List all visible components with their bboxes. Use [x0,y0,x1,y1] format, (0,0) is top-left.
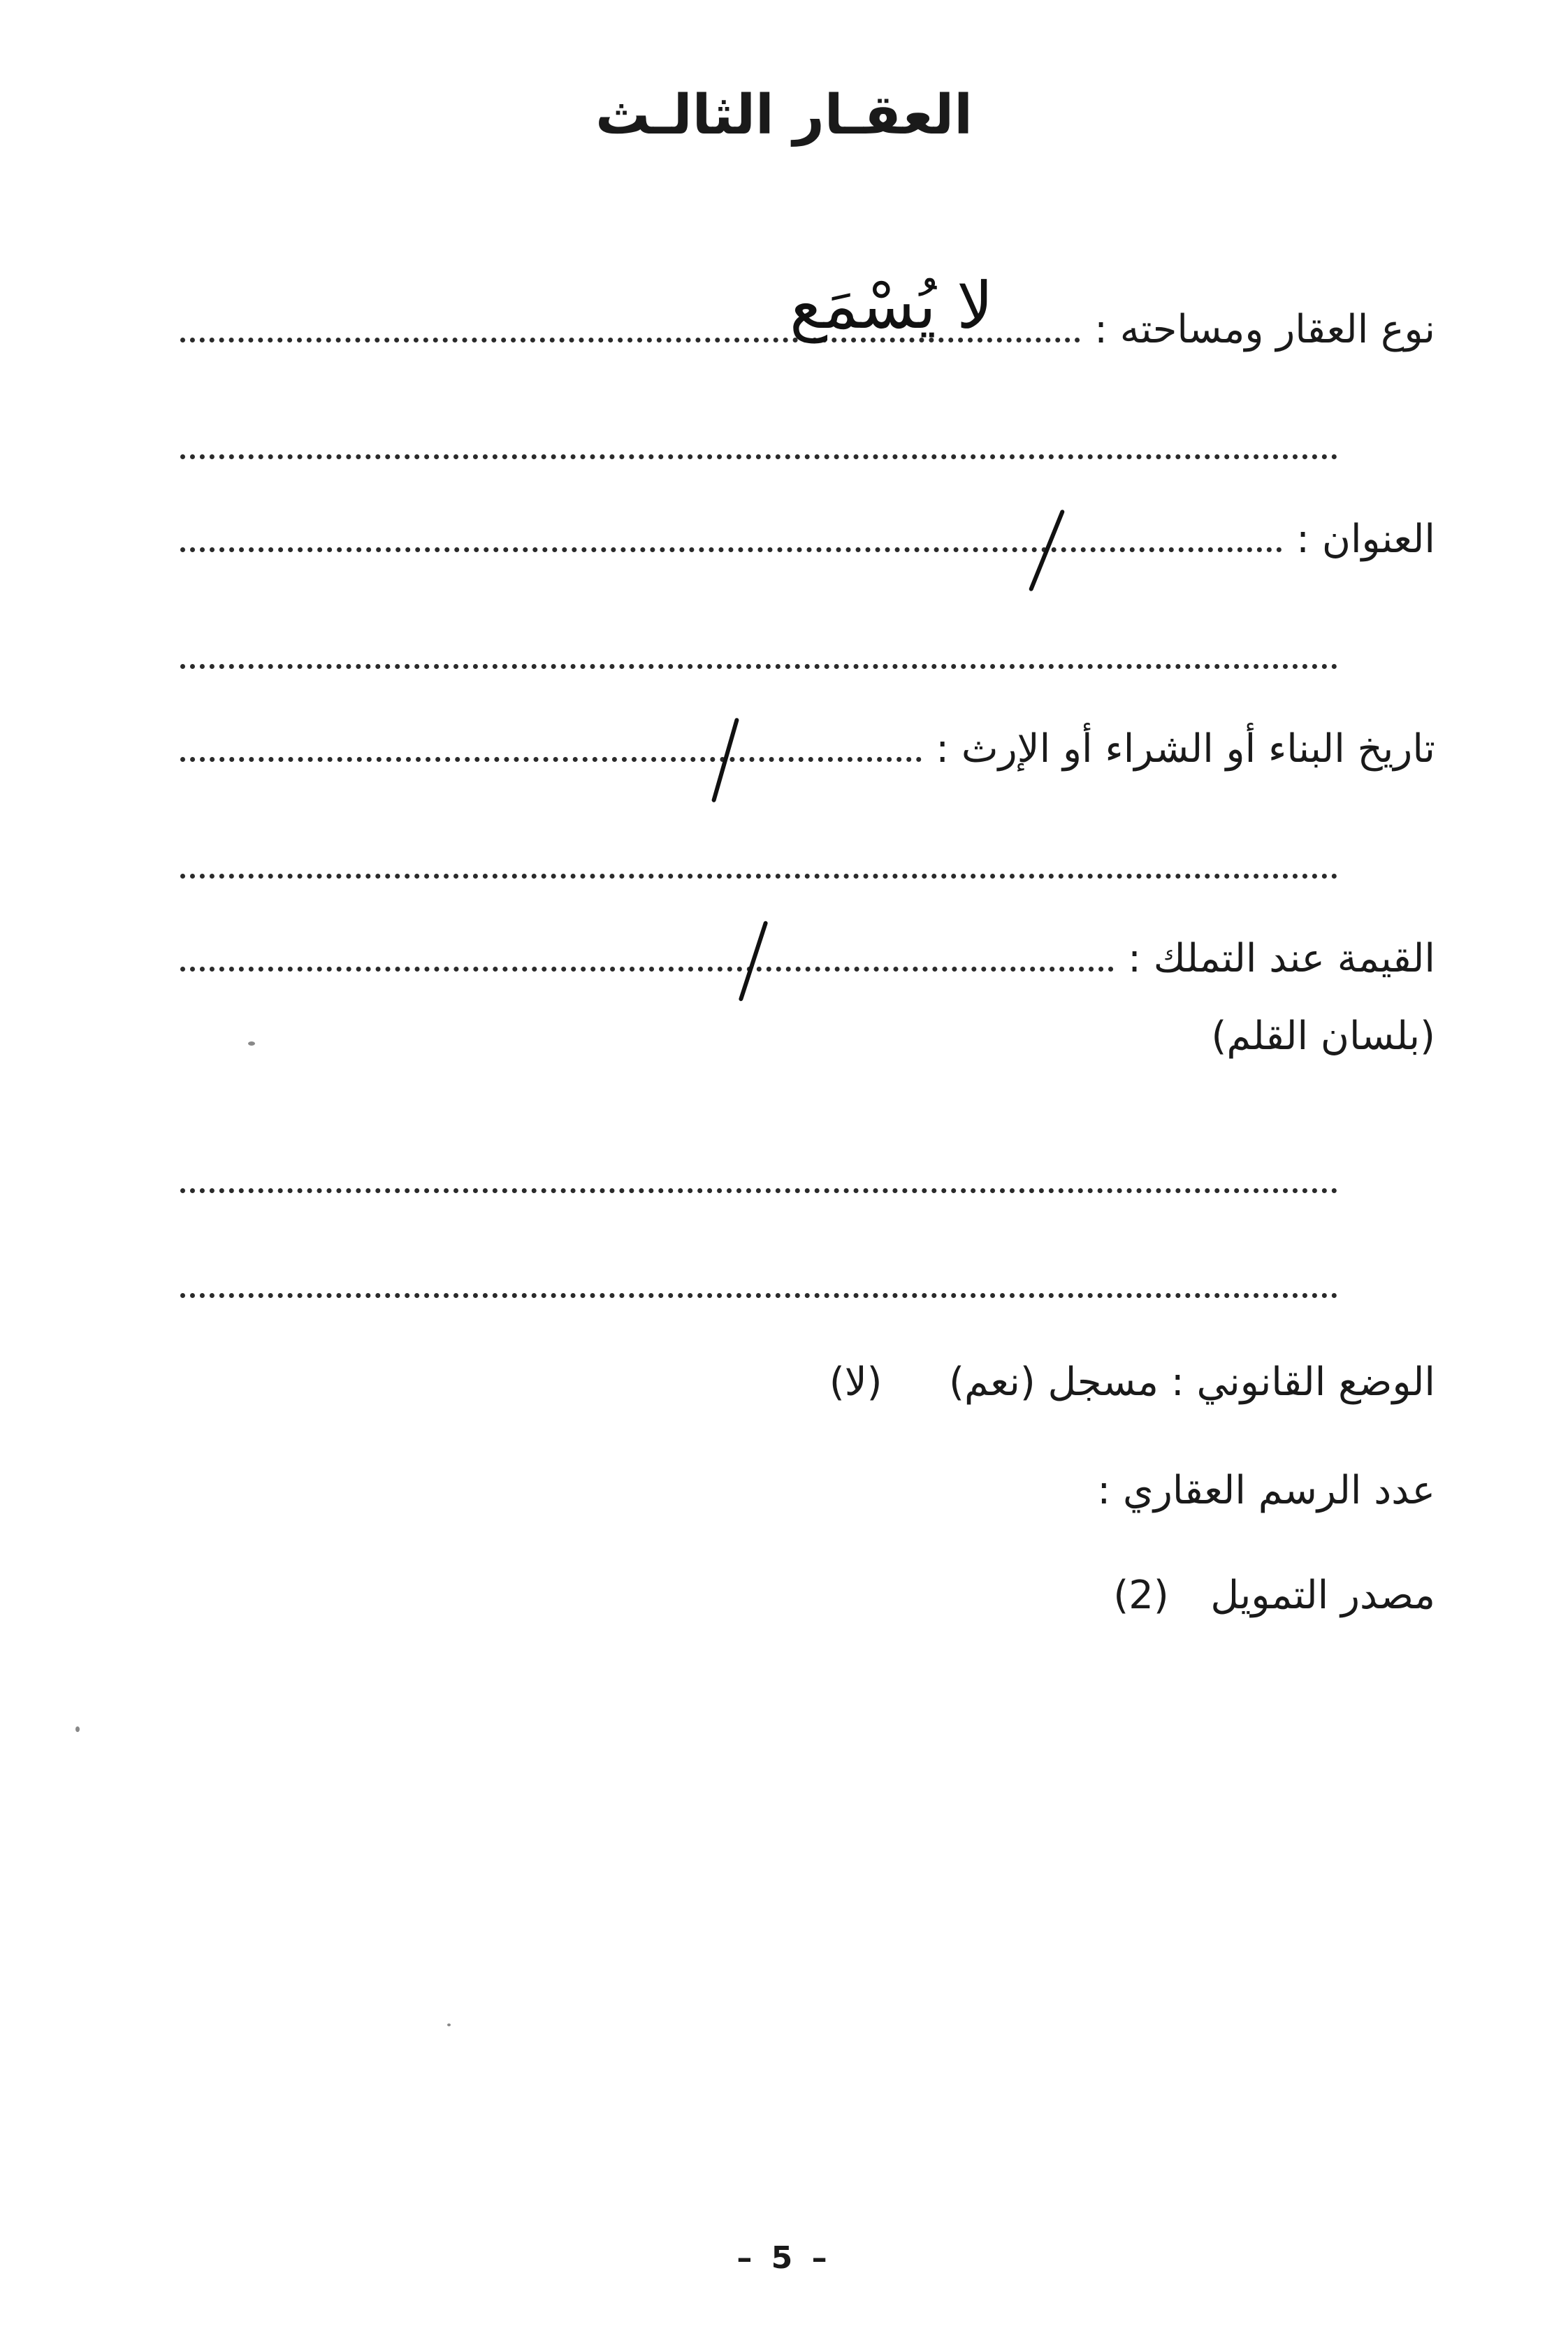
property-type-continuation-line[interactable] [180,454,1337,459]
acquisition-date-label: تاريخ البناء أو الشراء أو الإرث : [936,726,1435,772]
funding-source-value: (2) [1113,1573,1169,1618]
legal-status-row [829,1359,1435,1405]
scan-speck [447,2023,451,2026]
funding-source-label: مصدر التمويل [1210,1573,1435,1618]
property-type-handwritten-value: لا يُسْمَع [790,268,994,343]
acquisition-value-row [180,909,1435,979]
acquisition-date-row [180,699,1435,772]
address-label: العنوان : [1296,517,1435,562]
acquisition-value-line-2[interactable] [180,1293,1337,1298]
property-type-label: نوع العقار ومساحته : [1094,307,1435,352]
address-continuation-line[interactable] [180,664,1337,669]
address-field[interactable] [180,547,1282,552]
scan-speck [75,1726,80,1732]
acquisition-date-field[interactable] [180,757,922,762]
title-deed-label: عدد الرسم العقاري : [1097,1468,1435,1513]
legal-status-yes-option[interactable]: (نعم) [949,1359,1036,1405]
page-number: – 5 – [736,2240,832,2276]
legal-status-no-option[interactable]: (لا) [829,1359,883,1405]
legal-status-label: الوضع القانوني : مسجل [1047,1359,1435,1405]
address-row [180,489,1435,562]
scan-speck [248,1041,255,1046]
acquisition-value-field[interactable] [180,967,1114,972]
funding-source-row [1113,1573,1435,1618]
acquisition-value-label: القيمة عند التملك : [1128,936,1435,981]
acquisition-date-continuation-line[interactable] [180,874,1337,879]
acquisition-value-line-1[interactable] [180,1188,1337,1193]
acquisition-value-note: (بلسان القلم) [1211,1013,1435,1059]
page-title: العقـار الثالـث [595,84,973,147]
